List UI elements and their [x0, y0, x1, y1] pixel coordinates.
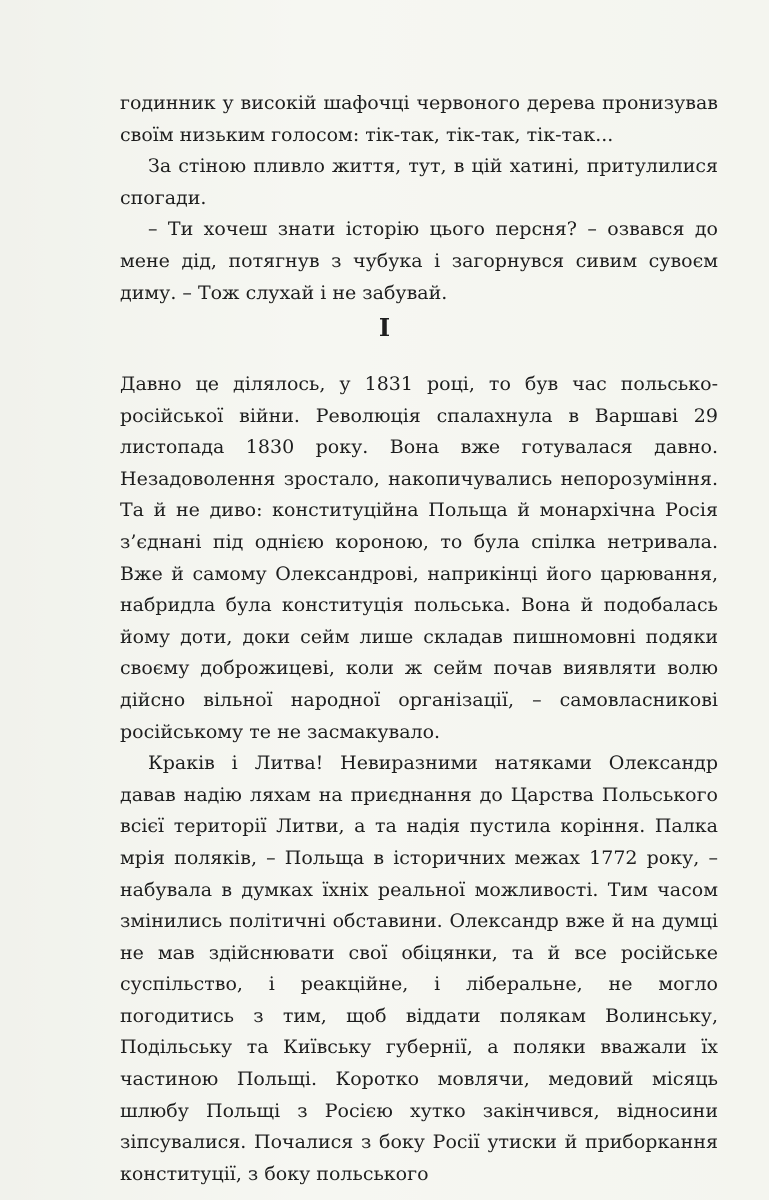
paragraph: За стіною пливло життя, тут, в цій хатині, притулилися спогади.: [120, 155, 718, 209]
continuation-text: [120, 88, 718, 309]
paragraph: Краків і Литва! Невиразними натяками Олександр давав надію ляхам на приєднання до Царства Польського всієї території Литви, а та надія пустила коріння. Палка мрія поляків, – Польща в історичних межах 1772 року, – набувала в думках їхніх реальної можливості. Тим часом змінились політичні обставини. Олександр вже й на думці не мав здійснювати свої обіцянки, та й все російське суспільство, і реакційне, і ліберальне, не могло погодитись з тим, щоб віддати полякам Волинську, Подільську та Київську губернії, а поляки вважали їх частиною Польщі. Коротко мовлячи, медовий місяць шлюбу Польщі з Росією хутко закінчився, відносини зіпсувалися. Почалися з боку Росії утиски й приборкання конституції, з боку польського: [120, 752, 718, 1185]
chapter-text: [120, 369, 718, 1190]
paragraph: Давно це ділялось, у 1831 році, то був час польсько-російської війни. Революція спалахнула в Варшаві 29 листопада 1830 року. Вона вже готувалася давно. Незадоволення зростало, накопичувались непорозуміння. Та й не диво: конституційна Польща й монархічна Росія з’єднані під однією короною, то була спілка нетривала. Вже й самому Олександрові, наприкінці його царювання, набридла була конституція польська. Вона й подобалась йому доти, доки сейм лише складав пишномовні подяки своєму доброжицеві, коли ж сейм почав виявляти волю дійсно вільної народної організації, – самовласникові російському те не засмакувало.: [120, 373, 718, 743]
paragraph: годинник у високій шафочці червоного дерева пронизував своїм низьким голосом: тік-так, тік-так, тік-так...: [120, 92, 718, 146]
paragraph: – Ти хочеш знати історію цього персня? – озвався до мене дід, потягнув з чубука і загорнувся сивим сувоєм диму. – Тож слухай і не забувай.: [120, 218, 718, 304]
chapter-heading: I: [378, 313, 391, 342]
